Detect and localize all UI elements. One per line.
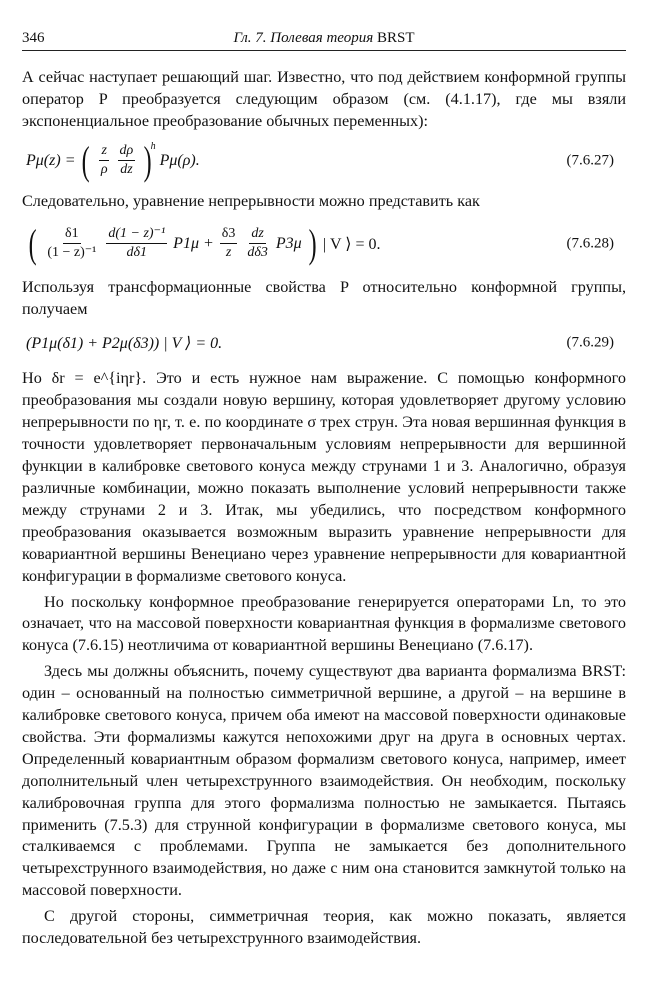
eq1-fraction <box>99 143 110 178</box>
eq1-rhs: Pμ(ρ). <box>159 151 200 169</box>
eq2-f2-top: d(1 − z)⁻¹ <box>106 226 167 244</box>
equation-7-6-27 <box>22 139 626 183</box>
eq2-p3: P3μ <box>275 234 302 252</box>
right-paren: ) <box>143 137 152 183</box>
eq2-f3-bot: z <box>225 245 232 261</box>
equation-formula <box>26 219 381 269</box>
equation-formula <box>26 326 222 360</box>
paragraph-5: Но поскольку конформное преобразование генерируется операторами Ln, то это означает, что на массовой поверхности ковариантная функция в формализме светового конуса (7.6.15) неотличима от ковариантной вершины Венециано (7.6.17). <box>22 592 626 655</box>
eq1-lhs: Pμ(z) = <box>26 151 76 169</box>
right-paren: ) <box>308 220 317 266</box>
equation-7-6-28 <box>22 219 626 269</box>
equation-number: (7.6.29) <box>566 334 614 351</box>
left-paren: ( <box>82 137 91 183</box>
equation-number: (7.6.28) <box>566 235 614 252</box>
paragraph-3: Используя трансформационные свойства P относительно конформной группы, получаем <box>22 277 626 318</box>
equation-formula <box>26 139 200 183</box>
eq2-f1-top: δ1 <box>63 226 81 244</box>
eq2-f1-bot: (1 − z)⁻¹ <box>47 245 97 261</box>
eq2-f3-top: δ3 <box>220 226 238 244</box>
eq1-power: h <box>150 141 156 153</box>
eq2-fraction-4 <box>245 226 270 261</box>
paragraph-2: Следовательно, уравнение непрерывности можно представить как <box>22 191 480 210</box>
eq1-frac-bot: ρ <box>100 162 108 178</box>
page <box>22 30 626 950</box>
eq2-rhs: | V ⟩ = 0. <box>323 235 381 253</box>
paragraph-4: Но δr = e^{iηr}. Это и есть нужное нам выражение. С помощью конформного преобразования мы создали новую вершину, которая удовлетворяет другому условию непрерывности по ηr, т. е. по координате σ трех струн. Эта новая вершинная функция в точности удовлетворяет первоначальным условиям непрерывности для вершинной функции в калибровке светового конуса между струнами 1 и 3. Аналогично, образуя различные комбинации, можно показать выполнение условий непрерывности также между струнами 2 и 3. Итак, мы убедились, что посредством конформного преобразования оказывается возможным выразить уравнение непрерывности для ковариантной вершины Венециано через уравнение непрерывности для ковариантной конфигурации в формализме светового конуса. <box>22 369 626 585</box>
eq1-frac2-bot: dz <box>120 162 133 178</box>
eq2-fraction-3 <box>220 226 238 261</box>
left-paren: ( <box>28 220 37 266</box>
eq2-f4-top: dz <box>249 226 265 244</box>
eq2-p1: P1μ + <box>173 234 214 252</box>
equation-7-6-29 <box>22 326 626 360</box>
running-title <box>82 30 626 47</box>
page-number: 346 <box>22 30 45 46</box>
eq1-frac2-top: dρ <box>118 143 136 161</box>
paragraph-6: Здесь мы должны объяснить, почему существуют два варианта формализма BRST: один – основанный на полностью симметричной вершине, а другой – на вершине в калибровке светового конуса, причем оба имеют на массовой поверхности одинаковые свойства. Эти формализмы кажутся непохожими друг на друга в основных чертах. Определенный ковариантным образом формализм светового конуса, например, имеет дополнительный член четырехструнного взаимодействия. Он необходим, поскольку калибровочная группа для этого формализма полностью не замыкается. Пытаясь применить (7.5.3) для струнной конфигурации в формализме светового конуса, мы сталкиваемся с проблемами. Группа не замыкается без дополнительного четырехструнного взаимодействия, но даже с ним она становится замкнутой только на массовой поверхности. <box>22 662 626 900</box>
eq1-fraction-2 <box>118 143 136 178</box>
eq2-fraction-1 <box>45 226 98 261</box>
paragraph-1: А сейчас наступает решающий шаг. Известно, что под действием конформной группы оператор P преобразуется следующим образом (см. (4.1.17), где мы взяли экспоненциальное преобразование обычных переменных): <box>22 68 626 130</box>
eq2-f2-bot: dδ1 <box>126 245 148 261</box>
running-header <box>22 30 626 51</box>
eq3-formula: (P1μ(δ1) + P2μ(δ3)) | V ⟩ = 0. <box>26 335 223 353</box>
equation-number: (7.6.27) <box>566 152 614 169</box>
chapter-title: Гл. 7. Полевая теория <box>233 30 374 46</box>
paragraph-7: С другой стороны, симметричная теория, как можно показать, является последовательной без четырехструнного взаимодействия. <box>22 907 626 948</box>
eq1-frac-top: z <box>99 143 108 161</box>
eq2-fraction-2 <box>106 226 167 261</box>
eq2-f4-bot: dδ3 <box>247 245 268 261</box>
chapter-brst: BRST <box>376 30 415 46</box>
